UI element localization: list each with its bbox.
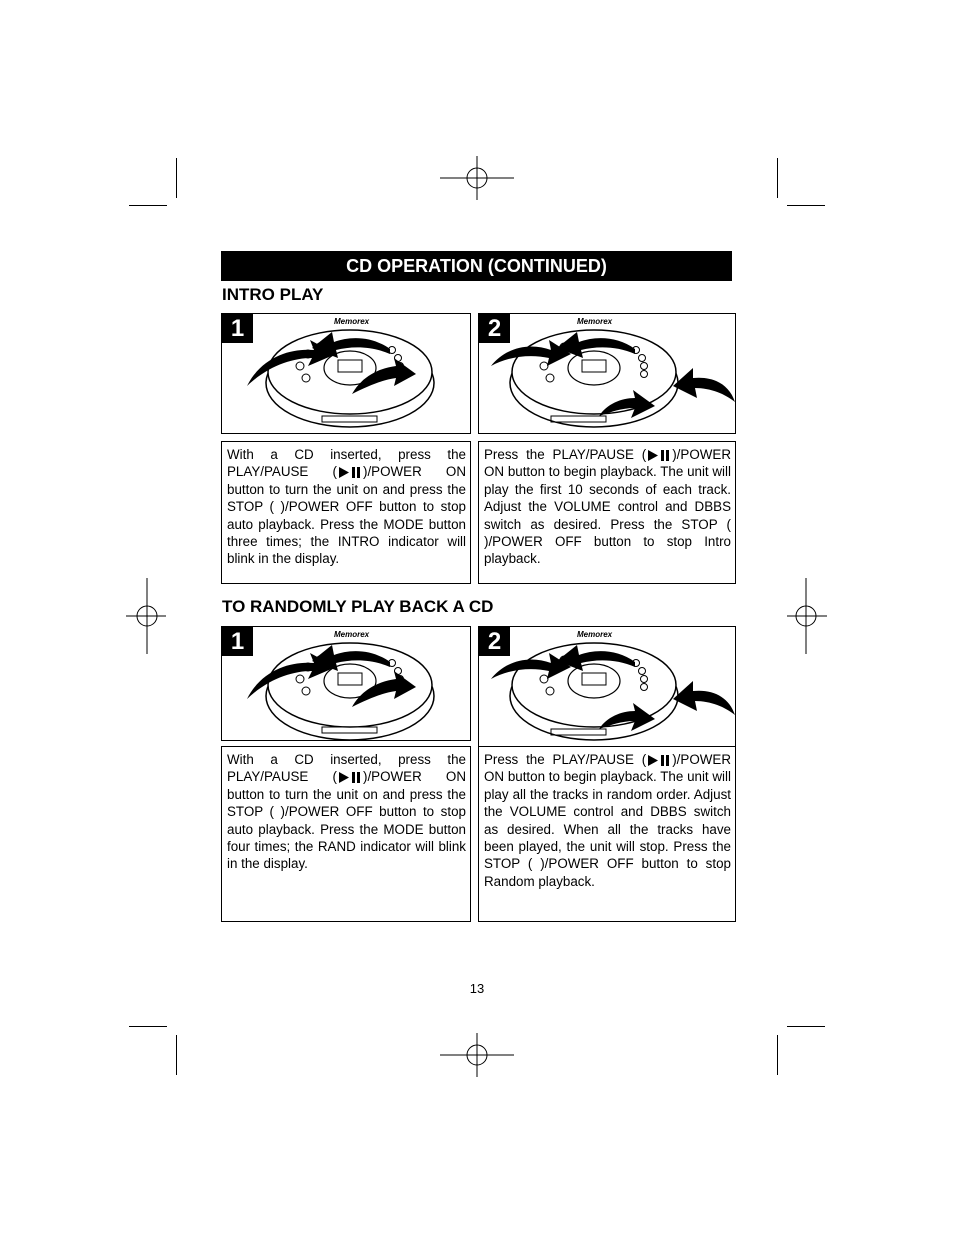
step-number: 2 xyxy=(479,314,510,343)
crop-mark xyxy=(176,1035,177,1075)
crop-mark xyxy=(176,158,177,198)
page-title: CD OPERATION (CONTINUED) xyxy=(346,255,607,276)
crosshair-icon xyxy=(438,1033,518,1077)
step-instructions: Press the PLAY/PAUSE ( )/POWER ON button to begin playback. The unit will play the first 10 seconds of each track. Adjust the VOLUME control and DBBS switch as desired. Press the STOP ( )/POWER OFF button to stop Intro playback. xyxy=(478,441,736,584)
step-number: 1 xyxy=(222,314,253,343)
play-pause-icon xyxy=(339,467,361,478)
crop-mark xyxy=(129,205,167,206)
step-number: 2 xyxy=(479,627,510,656)
crop-mark xyxy=(777,158,778,198)
section-title-intro-play: INTRO PLAY xyxy=(222,285,324,304)
cd-player-illustration xyxy=(222,627,471,741)
page-number: 13 xyxy=(469,981,485,996)
crop-mark xyxy=(787,205,825,206)
step-instructions: Press the PLAY/PAUSE ( )/POWER ON button to begin playback. The unit will play all the tracks in random order. Adjust the VOLUME control and DBBS switch as desired. When all the tracks have been played, the unit will stop. Press the STOP ( )/POWER OFF button to stop Random playback. xyxy=(478,746,736,922)
crop-mark xyxy=(129,1026,167,1027)
step-instructions: With a CD inserted, press the PLAY/PAUSE ( )/POWER ON button to turn the unit on and press the STOP ( )/POWER OFF button to stop auto playback. Press the MODE button four times; the RAND indicator will blink in the display. xyxy=(221,746,471,922)
step-illustration xyxy=(478,313,736,434)
cd-player-illustration xyxy=(479,627,736,747)
step-illustration xyxy=(221,313,471,434)
crosshair-icon xyxy=(126,578,166,654)
step-illustration xyxy=(221,626,471,741)
crop-mark xyxy=(787,1026,825,1027)
brand-logo: Memorex xyxy=(334,317,370,326)
step-instructions: With a CD inserted, press the PLAY/PAUSE ( )/POWER ON button to turn the unit on and press the STOP ( )/POWER OFF button to stop auto playback. Press the MODE button three times; the INTRO indicator will blink in the display. xyxy=(221,441,471,584)
brand-logo: Memorex xyxy=(577,317,613,326)
play-pause-icon xyxy=(648,450,670,461)
section-title-random-play: TO RANDOMLY PLAY BACK A CD xyxy=(222,597,494,616)
page-header-banner xyxy=(221,251,732,281)
crosshair-icon xyxy=(438,156,518,200)
play-pause-icon xyxy=(339,772,361,783)
crop-mark xyxy=(777,1035,778,1075)
crosshair-icon xyxy=(787,578,827,654)
step-number: 1 xyxy=(222,627,253,656)
step-illustration xyxy=(478,626,736,747)
cd-player-illustration xyxy=(479,314,736,434)
cd-player-illustration xyxy=(222,314,471,434)
brand-logo: Memorex xyxy=(334,630,370,639)
play-pause-icon xyxy=(648,755,670,766)
brand-logo: Memorex xyxy=(577,630,613,639)
